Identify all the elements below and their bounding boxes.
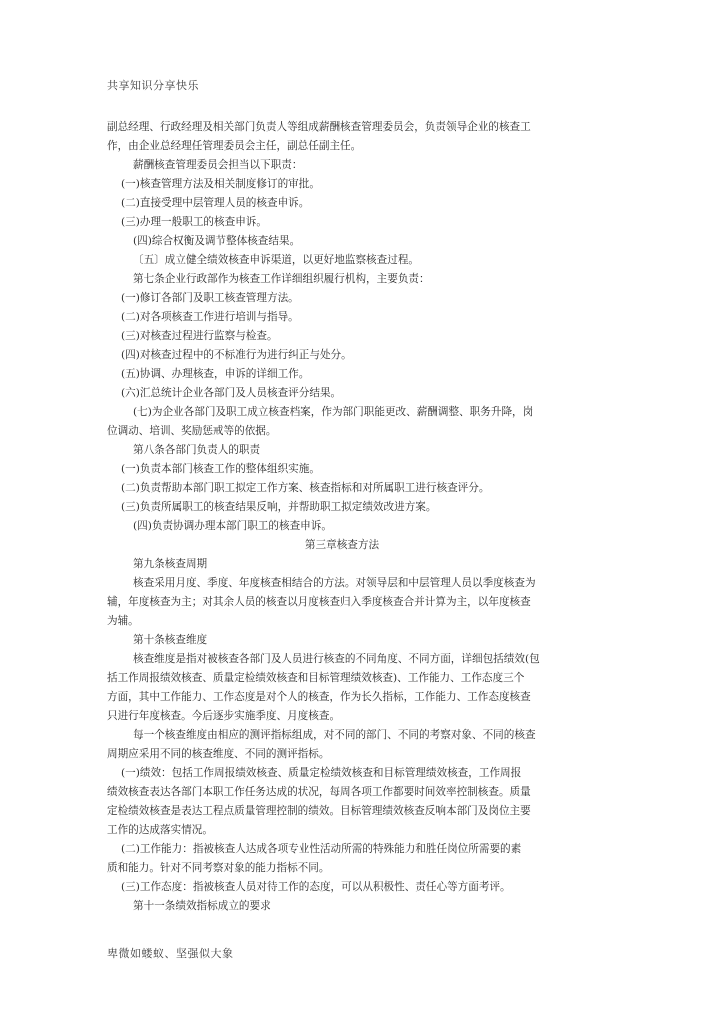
article-heading: 第七条企业行政部作为核查工作详细组织履行机构，主要负责： bbox=[133, 273, 430, 285]
page-header: 共享知识分享快乐 bbox=[107, 79, 199, 92]
paragraph-line: 工作的达成落实情况。 bbox=[107, 824, 213, 836]
page-footer: 卑微如蝼蚁、坚强似大象 bbox=[107, 947, 234, 960]
paragraph-line: 绩效核查表达各部门本职工作任务达成的状况，每周各项工作都要时间效率控制核查。质量 bbox=[107, 786, 531, 798]
list-item: (二)工作能力：指被核查人达成各项专业性活动所需的特殊能力和胜任岗位所需要的素 bbox=[121, 843, 522, 855]
paragraph-line: 周期应采用不同的核查维度、不同的测评指标。 bbox=[107, 748, 330, 760]
list-item: (三)对核查过程进行监察与检查。 bbox=[121, 330, 278, 342]
article-heading: 第九条核查周期 bbox=[133, 558, 208, 570]
list-item: (一)绩效：包括工作周报绩效核查、质量定检绩效核查和目标管理绩效核查，工作周报 bbox=[121, 767, 522, 779]
paragraph-line: 副总经理、行政经理及相关部门负责人等组成薪酬核查管理委员会，负责领导企业的核查工 bbox=[107, 121, 531, 133]
paragraph-line: 核查采用月度、季度、年度核查相结合的方法。对领导层和中层管理人员以季度核查为 bbox=[133, 577, 536, 589]
list-item: (六)汇总统计企业各部门及人员核查评分结果。 bbox=[121, 387, 342, 399]
list-item: (一)负责本部门核查工作的整体组织实施。 bbox=[121, 463, 320, 475]
article-heading: 第十条核查维度 bbox=[133, 634, 208, 646]
list-item: (二)对各项核查工作进行培训与指导。 bbox=[121, 311, 299, 323]
paragraph-line: 括工作周报绩效核查、质量定检绩效核查和目标管理绩效核查)、工作能力、工作态度三个 bbox=[107, 672, 525, 684]
paragraph-line: 每一个核查维度由相应的测评指标组成，对不同的部门、不同的考察对象、不同的核查 bbox=[133, 729, 536, 741]
paragraph-line: 薪酬核查管理委员会担当以下职责： bbox=[133, 159, 303, 171]
list-item: (四)对核查过程中的不标准行为进行纠正与处分。 bbox=[121, 349, 352, 361]
paragraph-line: 为辅。 bbox=[107, 615, 139, 627]
paragraph-line: 核查维度是指对被核查各部门及人员进行核查的不同角度、不同方面，详细包括绩效(包 bbox=[133, 653, 540, 665]
paragraph-line: 方面，其中工作能力、工作态度是对个人的核查，作为长久指标，工作能力、工作态度核查 bbox=[107, 691, 531, 703]
list-item: (一)修订各部门及职工核查管理方法。 bbox=[121, 292, 299, 304]
article-heading: 第十一条绩效指标成立的要求 bbox=[133, 900, 271, 912]
list-item: (五)协调、办理核查，申诉的详细工作。 bbox=[121, 368, 310, 380]
document-body bbox=[107, 118, 577, 916]
list-item: (四)综合权衡及调节整体核查结果。 bbox=[133, 235, 301, 247]
paragraph-line: 位调动、培训、奖励惩戒等的依据。 bbox=[107, 425, 277, 437]
chapter-heading: 第三章核查方法 bbox=[304, 539, 380, 551]
list-item: (四)负责协调办理本部门职工的核查申诉。 bbox=[133, 520, 332, 532]
paragraph-line: 辅，年度核查为主；对其余人员的核查以月度核查归入季度核查合并计算为主，以年度核查 bbox=[107, 596, 531, 608]
list-item: (二)负责帮助本部门职工拟定工作方案、核查指标和对所属职工进行核查评分。 bbox=[121, 482, 490, 494]
list-item: (三)办理一般职工的核查申诉。 bbox=[121, 216, 267, 228]
paragraph-line: 定检绩效核查是表达工程点质量管理控制的绩效。目标管理绩效核查反响本部门及岗位主要 bbox=[107, 805, 531, 817]
paragraph-line: 只进行年度核查。今后逐步实施季度、月度核查。 bbox=[107, 710, 341, 722]
list-item: (三)工作态度：指被核查人员对待工作的态度，可以从积极性、责任心等方面考评。 bbox=[121, 881, 511, 893]
list-item: (一)核查管理方法及相关制度修订的审批。 bbox=[121, 178, 320, 190]
list-item: (二)直接受理中层管理人员的核查申诉。 bbox=[121, 197, 310, 209]
list-item: (三)负责所属职工的核查结果反响，并帮助职工拟定绩效改进方案。 bbox=[121, 501, 437, 513]
paragraph-line: 作，由企业总经理任管理委员会主任，副总任副主任。 bbox=[107, 140, 362, 152]
paragraph-line: 质和能力。针对不同考察对象的能力指标不同。 bbox=[107, 862, 330, 874]
article-heading: 第八条各部门负责人的职责 bbox=[133, 444, 261, 456]
list-item: (七)为企业各部门及职工成立核查档案，作为部门职能更改、薪酬调整、职务升降，岗 bbox=[133, 406, 534, 418]
list-item: 〔五〕成立健全绩效核查申诉渠道，以更好地监察核查过程。 bbox=[133, 254, 420, 266]
